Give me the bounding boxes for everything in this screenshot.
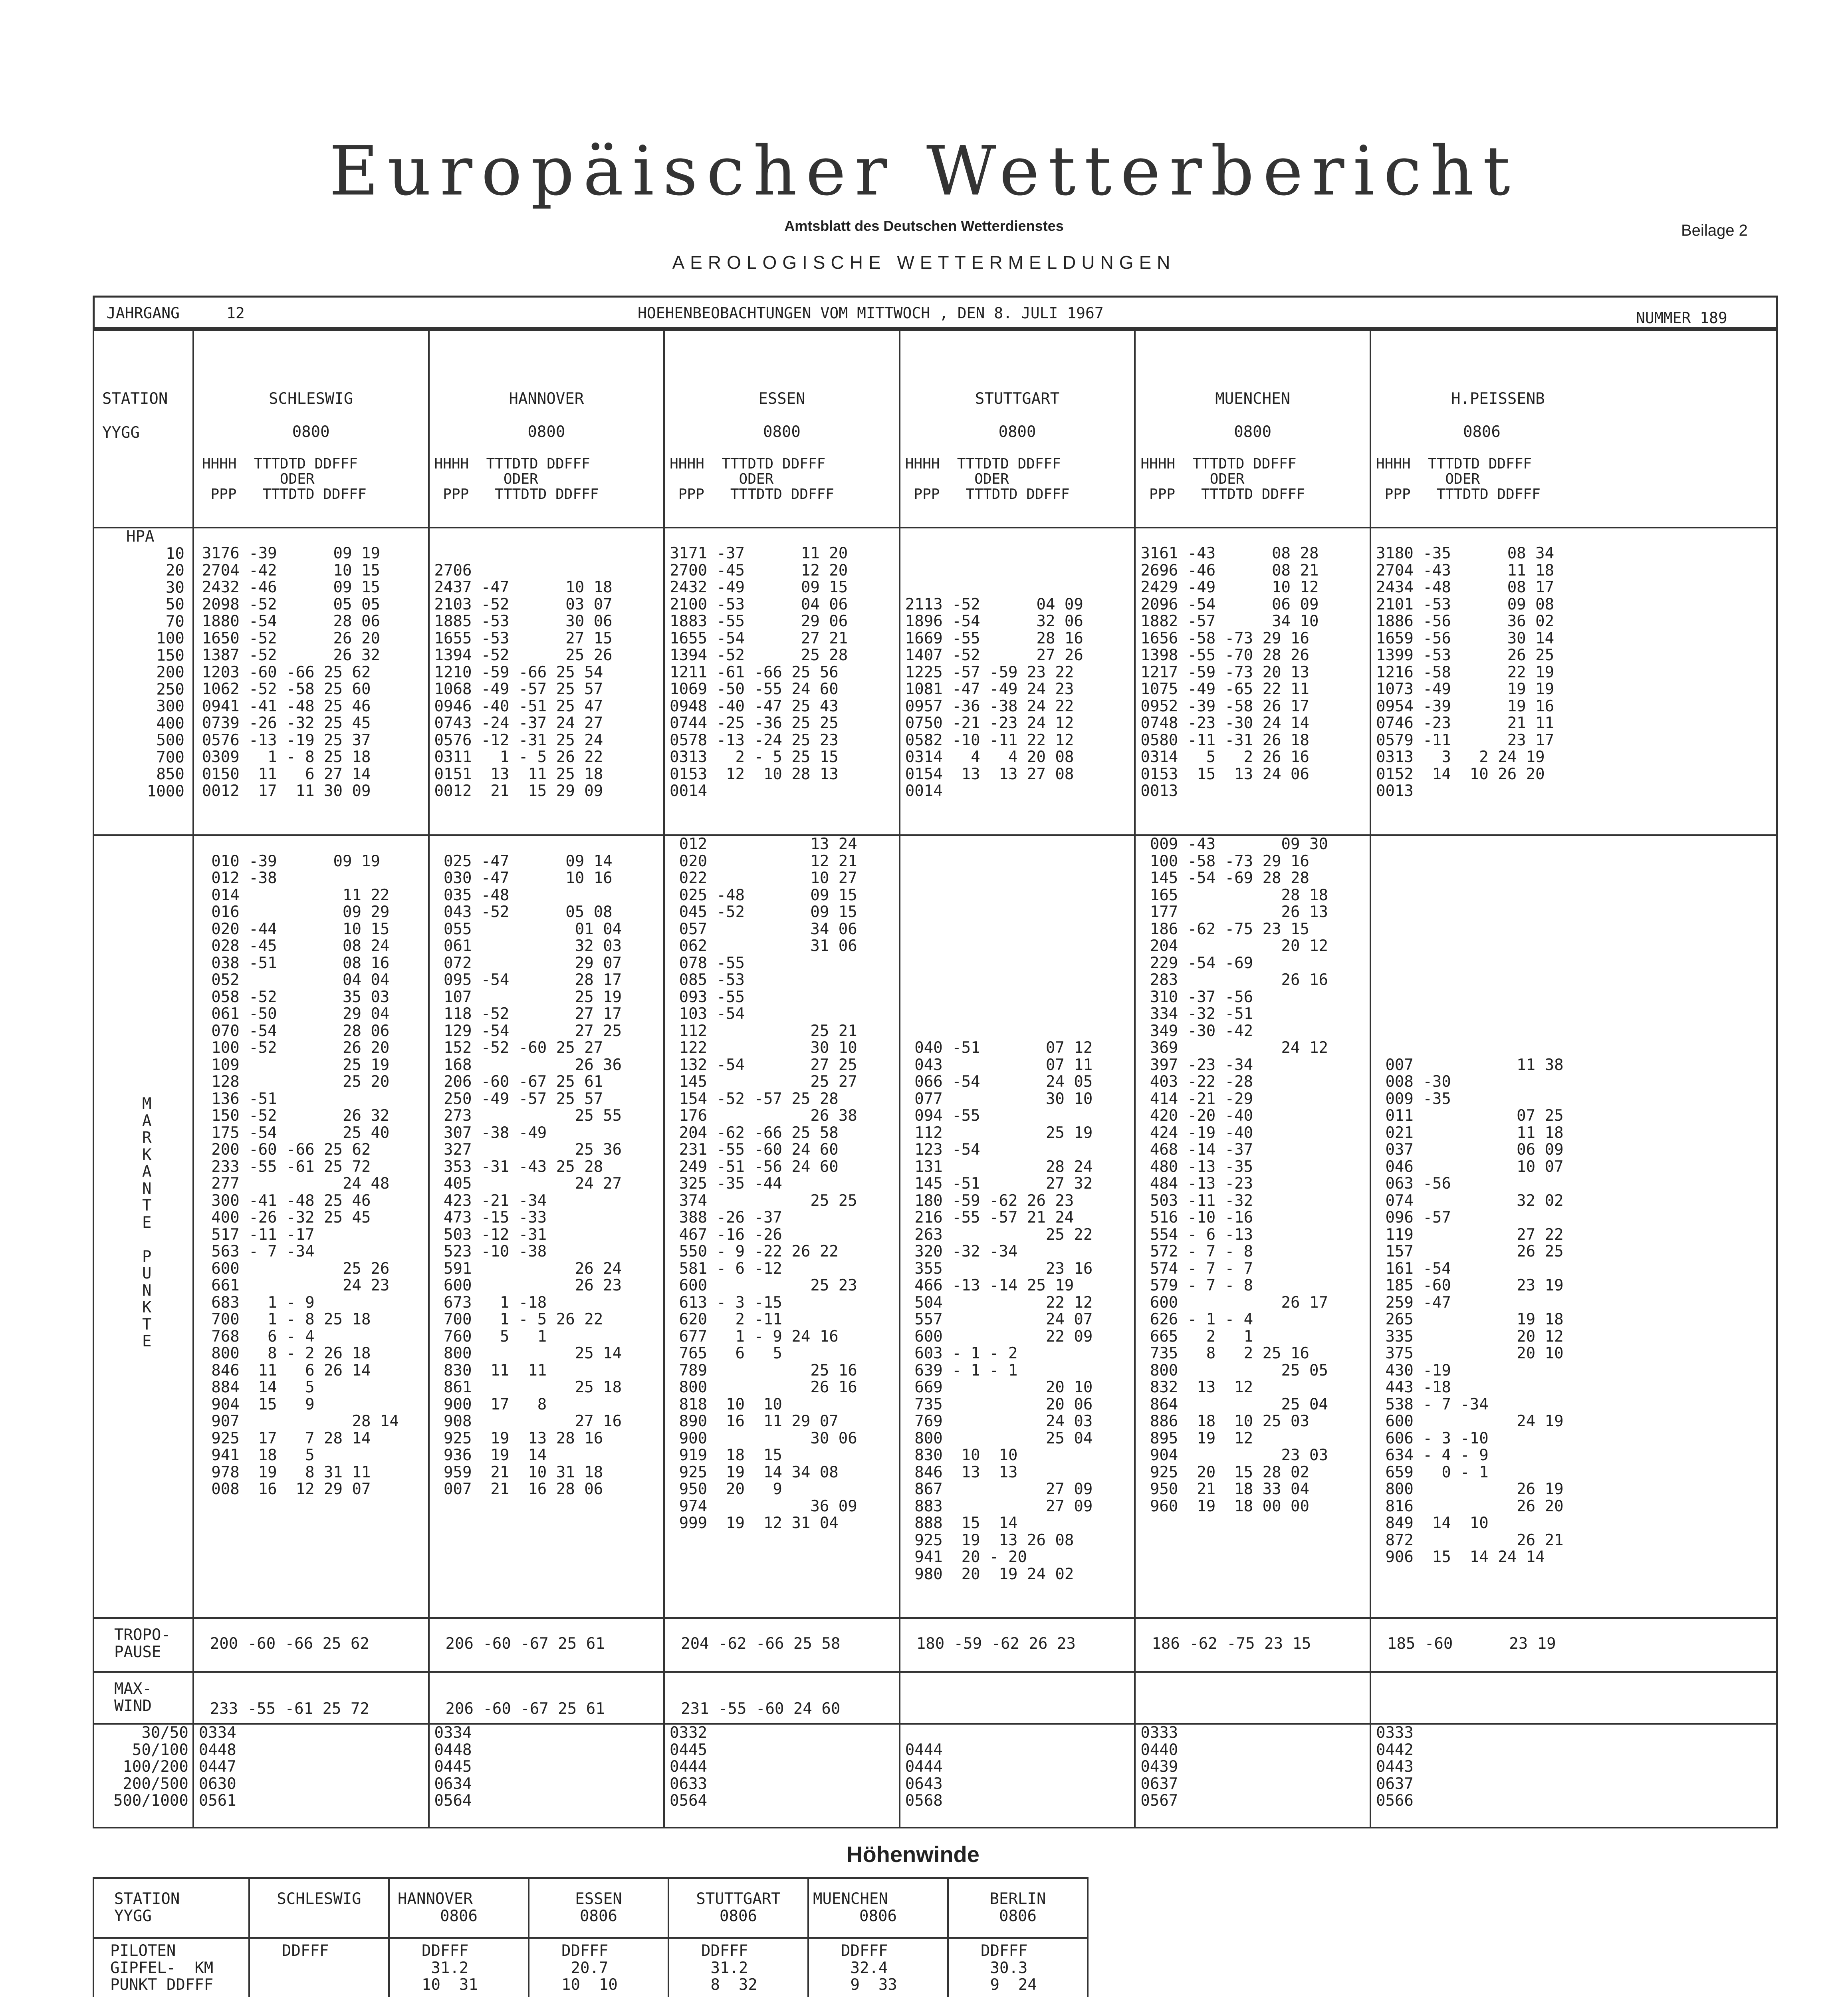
wind-station-name: MUENCHEN <box>813 1890 888 1908</box>
station-label-cell <box>93 330 193 528</box>
wind-station-name: BERLIN <box>989 1890 1046 1908</box>
column-legend: HHHH TTTDTD DDFFF ODER PPP TTTDTD DDFFF <box>1376 456 1541 502</box>
tropopause-muenchen: 186 -62 -75 23 15 <box>1152 1635 1311 1653</box>
station-header-schleswig <box>193 330 429 528</box>
station-name: SCHLESWIG <box>269 390 353 408</box>
thickness-essen: 0332 0445 0444 0633 0564 <box>670 1724 708 1810</box>
pilot-summit-essen: DDFFF 20.7 10 10 <box>561 1942 618 1994</box>
pilot-summit-berlin: DDFFF 30.3 9 24 <box>981 1942 1037 1994</box>
station-time: 0806 <box>1463 423 1501 441</box>
issue-header-row <box>93 296 1778 329</box>
tropopause-schleswig: 200 -60 -66 25 62 <box>210 1635 369 1653</box>
pilot-summit-schleswig: DDFFF <box>282 1942 329 1960</box>
tropopause-hpeissenberg: 185 -60 23 19 <box>1387 1635 1556 1653</box>
issue-number: NUMMER 189 <box>1636 309 1727 327</box>
wind-station-name: ESSEN <box>575 1890 622 1908</box>
station-time: 0800 <box>1234 423 1272 441</box>
wind-station-name: STUTTGART <box>696 1890 781 1908</box>
wind-station-time: 0806 <box>999 1907 1037 1925</box>
mandatory-data-muenchen: 3161 -43 08 28 2696 -46 08 21 2429 -49 10 12 2096 -54 06 09 1882 -57 34 10 1656 -58 -73 29 16 1398 -55 -70 28 26 1217 -59 -73 20 13 1075 -49 -65 22 11 0952 -39 -58 26 17 0748 -23 -30 24 14 0580 -11 -31 26 18 0314 5 2 26 16 0153 15 13 24 06 0013 <box>1140 544 1319 800</box>
mandatory-data-hpeissenberg: 3180 -35 08 34 2704 -43 11 18 2434 -48 08 17 2101 -53 09 08 1886 -56 36 02 1659 -56 30 14 1399 -53 26 25 1216 -58 22 19 1073 -49 19 19 0954 -39 19 16 0746 -23 21 11 0579 -11 23 17 0313 3 2 24 19 0152 14 10 26 20 0013 <box>1376 544 1555 800</box>
wind-station-time: 0806 <box>859 1907 897 1925</box>
jahrgang-value: 12 <box>226 304 245 322</box>
page-title: Europäischer Wetterbericht <box>329 132 1519 211</box>
station-header-hpeissenberg <box>1370 330 1777 528</box>
maxwind-schleswig: 233 -55 -61 25 72 <box>210 1700 369 1718</box>
jahrgang-label: JAHRGANG <box>107 304 180 322</box>
wind-station-label: STATION YYGG <box>114 1890 180 1925</box>
thickness-muenchen: 0333 0440 0439 0637 0567 <box>1140 1724 1178 1810</box>
pilot-summit-label: PILOTEN GIPFEL- KM PUNKT DDFFF <box>110 1942 214 1994</box>
thickness-stuttgart: 0444 0444 0643 0568 <box>905 1741 943 1810</box>
column-legend: HHHH TTTDTD DDFFF ODER PPP TTTDTD DDFFF <box>670 456 834 502</box>
station-time: 0800 <box>292 423 330 441</box>
significant-data-hpeissenberg: 007 11 38 008 -30 009 -35 011 07 25 021 11 18 037 06 09 046 10 07 063 -56 074 32 02 096 -57 119 27 22 157 26 25 161 -54 185 -60 23 19 259 -47 265 19 18 335 20 12 375 20 10 430 -19 443 -18 538 - 7 -34 600 24 19 606 - 3 -10 634 - 4 - 9 659 0 - 1 800 26 19 816 26 20 849 14 10 872 26 21 906 15 14 24 14 <box>1385 1056 1564 1566</box>
mandatory-data-schleswig: 3176 -39 09 19 2704 -42 10 15 2432 -46 09 15 2098 -52 05 05 1880 -54 28 06 1650 -52 26 20 1387 -52 26 32 1203 -60 -66 25 62 1062 -52 -58 25 60 0941 -41 -48 25 46 0739 -26 -32 25 45 0576 -13 -19 25 37 0309 1 - 8 25 18 0150 11 6 27 14 0012 17 11 30 09 <box>202 544 380 800</box>
maxwind-label: MAX- WIND <box>114 1680 152 1715</box>
pilot-summit-muenchen: DDFFF 32.4 9 33 <box>841 1942 897 1994</box>
maxwind-essen: 231 -55 -60 24 60 <box>681 1700 841 1718</box>
hpa-levels: 10 20 30 50 70 100 150 200 250 300 400 500 700 850 1000 <box>147 544 184 800</box>
mandatory-data-stuttgart: 2113 -52 04 09 1896 -54 32 06 1669 -55 28 16 1407 -52 27 26 1225 -57 -59 23 22 1081 -47 -49 24 23 0957 -36 -38 24 22 0750 -21 -23 24 12 0582 -10 -11 22 12 0314 4 4 20 08 0154 13 13 27 08 0014 <box>905 595 1083 800</box>
pilot-summit-hannover: DDFFF 31.2 10 31 <box>422 1942 478 1994</box>
tropopause-hannover: 206 -60 -67 25 61 <box>445 1635 605 1653</box>
station-time: 0800 <box>527 423 565 441</box>
wind-station-name: HANNOVER <box>398 1890 473 1908</box>
maxwind-muenchen <box>1136 1673 1370 1701</box>
section-title: AEROLOGISCHE WETTERMELDUNGEN <box>672 252 1176 273</box>
wind-station-time: 0806 <box>580 1907 617 1925</box>
observation-date: HOEHENBEOBACHTUNGEN VOM MITTWOCH , DEN 8. JULI 1967 <box>638 304 1104 322</box>
column-legend: HHHH TTTDTD DDFFF ODER PPP TTTDTD DDFFF <box>202 456 367 502</box>
significant-data-hannover: 025 -47 09 14 030 -47 10 16 035 -48 043 -52 05 08 055 01 04 061 32 03 072 29 07 095 -54 28 17 107 25 19 118 -52 27 17 129 -54 27 25 152 -52 -60 25 27 168 26 36 206 -60 -67 25 61 250 -49 -57 25 57 273 25 55 307 -38 -49 327 25 36 353 -31 -43 25 28 405 24 27 423 -21 -34 473 -15 -33 503 -12 -31 523 -10 -38 591 26 24 600 26 23 673 1 -18 700 1 - 5 26 22 760 5 1 800 25 14 830 11 11 861 25 18 900 17 8 908 27 16 925 19 13 28 16 936 19 14 959 21 10 31 18 007 21 16 28 06 <box>444 852 622 1498</box>
pilot-summit-stuttgart: DDFFF 31.2 8 32 <box>701 1942 757 1994</box>
station-header-stuttgart <box>900 330 1135 528</box>
supplement-label: Beilage 2 <box>1681 222 1748 239</box>
station-name: HANNOVER <box>509 390 584 408</box>
tropopause-label: TROPO- PAUSE <box>114 1626 171 1661</box>
station-header-hannover <box>429 330 664 528</box>
hpa-label-cell <box>93 528 193 835</box>
station-time: 0800 <box>763 423 801 441</box>
page-subtitle: Amtsblatt des Deutschen Wetterdienstes <box>784 218 1064 234</box>
maxwind-hannover: 206 -60 -67 25 61 <box>445 1700 605 1718</box>
maxwind-hpeissenberg <box>1371 1673 1776 1701</box>
station-time: 0800 <box>998 423 1036 441</box>
station-name: STUTTGART <box>975 390 1060 408</box>
tropopause-essen: 204 -62 -66 25 58 <box>681 1635 841 1653</box>
maxwind-stuttgart <box>900 1673 1134 1701</box>
thickness-hpeissenberg: 0333 0442 0443 0637 0566 <box>1376 1724 1414 1810</box>
upper-winds-title: Höhenwinde <box>847 1842 980 1867</box>
station-name: H.PEISSENB <box>1451 390 1545 408</box>
wind-station-time: 0806 <box>440 1907 478 1925</box>
station-header-essen <box>664 330 900 528</box>
column-legend: HHHH TTTDTD DDFFF ODER PPP TTTDTD DDFFF <box>434 456 599 502</box>
station-name: MUENCHEN <box>1215 390 1291 408</box>
mandatory-data-essen: 3171 -37 11 20 2700 -45 12 20 2432 -49 09 15 2100 -53 04 06 1883 -55 29 06 1655 -54 27 21 1394 -52 25 28 1211 -61 -66 25 56 1069 -50 -55 24 60 0948 -40 -47 25 43 0744 -25 -36 25 25 0578 -13 -24 25 23 0313 2 - 5 25 15 0153 12 10 28 13 0014 <box>670 544 848 800</box>
station-header-muenchen <box>1135 330 1370 528</box>
thickness-schleswig: 0334 0448 0447 0630 0561 <box>198 1724 236 1810</box>
wind-station-time: 0806 <box>720 1907 757 1925</box>
upper-winds-table <box>93 1877 1089 1997</box>
column-legend: HHHH TTTDTD DDFFF ODER PPP TTTDTD DDFFF <box>905 456 1070 502</box>
thickness-label: 30/50 50/100 100/200 200/500 500/1000 <box>113 1724 188 1810</box>
tropopause-stuttgart: 180 -59 -62 26 23 <box>916 1635 1076 1653</box>
significant-points-label: M A R K A N T E P U N K T E <box>142 1095 152 1350</box>
significant-data-stuttgart: 040 -51 07 12 043 07 11 066 -54 24 05 077 30 10 094 -55 112 25 19 123 -54 131 28 24 145 -51 27 32 180 -59 -62 26 23 216 -55 -57 21 24 263 25 22 320 -32 -34 355 23 16 466 -13 -14 25 19 504 22 12 557 24 07 600 22 09 603 - 1 - 2 639 - 1 - 1 669 20 10 735 20 06 769 24 03 800 25 04 830 10 10 846 13 13 867 27 09 883 27 09 888 15 14 925 19 13 26 08 941 20 - 20 980 20 19 24 02 <box>914 1039 1093 1583</box>
wind-station-name: SCHLESWIG <box>277 1890 361 1908</box>
aerological-table <box>93 329 1778 1828</box>
mandatory-data-hannover: 2706 2437 -47 10 18 2103 -52 03 07 1885 -53 30 06 1655 -53 27 15 1394 -52 25 26 1210 -59 -66 25 54 1068 -49 -57 25 57 0946 -40 -51 25 47 0743 -24 -37 24 27 0576 -12 -31 25 24 0311 1 - 5 26 22 0151 13 11 25 18 0012 21 15 29 09 <box>434 561 613 800</box>
station-name: ESSEN <box>758 390 805 408</box>
hpa-label: HPA <box>126 528 155 546</box>
column-legend: HHHH TTTDTD DDFFF ODER PPP TTTDTD DDFFF <box>1140 456 1305 502</box>
station-label: STATION YYGG <box>102 390 168 442</box>
significant-data-muenchen: 009 -43 09 30 100 -58 -73 29 16 145 -54 -69 28 28 165 28 18 177 26 13 186 -62 -75 23 15 204 20 12 229 -54 -69 283 26 16 310 -37 -56 334 -32 -51 349 -30 -42 369 24 12 397 -23 -34 403 -22 -28 414 -21 -29 420 -20 -40 424 -19 -40 468 -14 -37 480 -13 -35 484 -13 -23 503 -11 -32 516 -10 -16 554 - 6 -13 572 - 7 - 8 574 - 7 - 7 579 - 7 - 8 600 26 17 626 - 1 - 4 665 2 1 735 8 2 25 16 800 25 05 832 13 12 864 25 04 886 18 10 25 03 895 19 12 904 23 03 925 20 15 28 02 950 21 18 33 04 960 19 18 00 00 <box>1150 835 1328 1515</box>
significant-data-essen: 012 13 24 020 12 21 022 10 27 025 -48 09 15 045 -52 09 15 057 34 06 062 31 06 078 -55 085 -53 093 -55 103 -54 112 25 21 122 30 10 132 -54 27 25 145 25 27 154 -52 -57 25 28 176 26 38 204 -62 -66 25 58 231 -55 -60 24 60 249 -51 -56 24 60 325 -35 -44 374 25 25 388 -26 -37 467 -16 -26 550 - 9 -22 26 22 581 - 6 -12 600 25 23 613 - 3 -15 620 2 -11 677 1 - 9 24 16 765 6 5 789 25 16 800 26 16 818 10 10 890 16 11 29 07 900 30 06 919 18 15 925 19 14 34 08 950 20 9 974 36 09 999 19 12 31 04 <box>679 835 857 1532</box>
thickness-hannover: 0334 0448 0445 0634 0564 <box>434 1724 472 1810</box>
significant-data-schleswig: 010 -39 09 19 012 -38 014 11 22 016 09 29 020 -44 10 15 028 -45 08 24 038 -51 08 16 052 04 04 058 -52 35 03 061 -50 29 04 070 -54 28 06 100 -52 26 20 109 25 19 128 25 20 136 -51 150 -52 26 32 175 -54 25 40 200 -60 -66 25 62 233 -55 -61 25 72 277 24 48 300 -41 -48 25 46 400 -26 -32 25 45 517 -11 -17 563 - 7 -34 600 25 26 661 24 23 683 1 - 9 700 1 - 8 25 18 768 6 - 4 800 8 - 2 26 18 846 11 6 26 14 884 14 5 904 15 9 907 28 14 925 17 7 28 14 941 18 5 978 19 8 31 11 008 16 12 29 07 <box>211 852 399 1498</box>
